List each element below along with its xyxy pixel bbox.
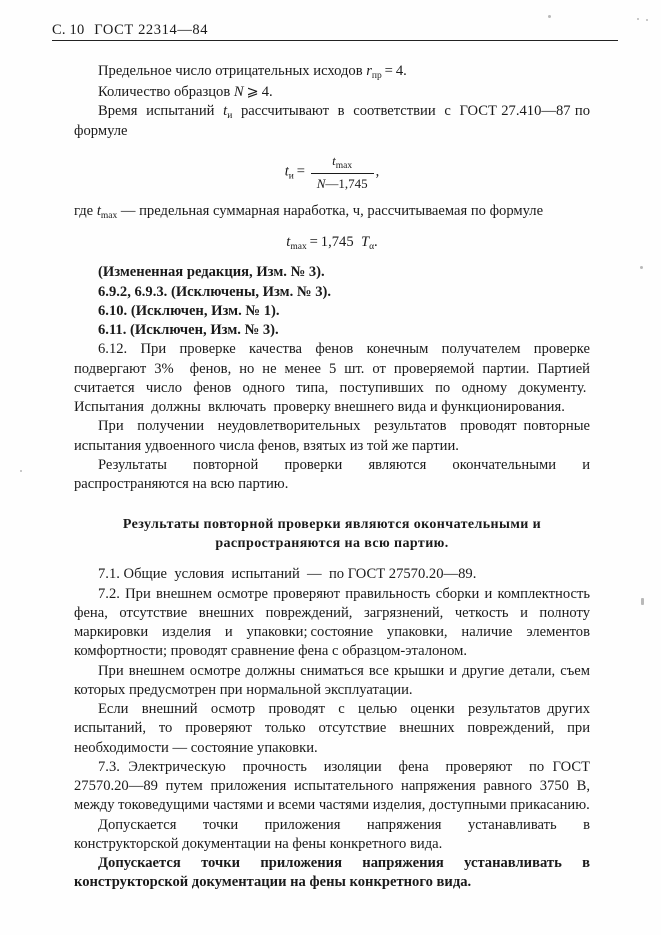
paragraph: При внешнем осмотре должны сниматься все крышки и другие детали, съем которых предусмотрен при нормальной эксплуатации. (74, 662, 590, 698)
scan-speck (20, 470, 22, 472)
paragraph: 7.3. Электрическую прочность изоляции фена проверяют по ГОСТ 27570.20—89 путем приложения испытательного напряжения равного 3750 В, между токоведущими частями и всеми частями изделия, доступными прикасанию. (74, 758, 590, 814)
paragraph: где $t_{max}$ — предельная суммарная наработка, ч, рассчитываемая по формуле (74, 203, 544, 222)
paragraph-amendment: Допускается точки приложения напряжения устанавливать в конструкторской документации на фены конкретного вида. (74, 855, 590, 891)
paragraph: 6.12. При проверке качества фенов конечным получателем проверке подвергают 3% фенов, но не менее 5 шт. от проверяемой партии. Партией считается число фенов одного типа, поступивших по одному документу. Испытания должны включать проверку внешнего вида и функционирования. (74, 341, 590, 416)
scan-speck (640, 266, 643, 269)
paragraph: Время испытаний $t_и$ рассчитывают в соответствии с ГОСТ 27.410—87 по формуле (74, 102, 591, 140)
paragraph: Количество образцов N ⩾ 4. (98, 83, 273, 100)
page-header (52, 22, 612, 39)
document-body (74, 62, 590, 893)
section-heading: Результаты повторной проверки являются окончательными и распространяются на всю партию. (122, 517, 542, 551)
page-number: С. 10 (52, 22, 85, 38)
paragraph: Допускается точки приложения напряжения устанавливать в конструкторской документации на фены конкретного вида. (74, 816, 590, 852)
paragraph-amendment: 6.9.2, 6.9.3. (Исключены, Изм. № 3). (98, 283, 332, 300)
paragraph-amendment: 6.11. (Исключен, Изм. № 3). (98, 322, 279, 339)
paragraph: 7.2. При внешнем осмотре проверяют правильность сборки и комплектность фена, отсутствие внешних повреждений, загрязнений, четкость и полноту маркировки изделия и упаковки; состояние упаковки, наличие элементов комфортности; проводят сравнение фена с образцом-эталоном. (74, 585, 590, 660)
formula-tmax: $t_{max} = 1,745$ $T_\alpha$. (286, 233, 378, 252)
header-rule (52, 40, 618, 41)
scan-speck (641, 598, 644, 605)
paragraph-amendment: 6.10. (Исключен, Изм. № 1). (98, 302, 280, 319)
paragraph: 7.1. Общие условия испытаний — по ГОСТ 27570.20—89. (98, 566, 477, 583)
paragraph-amendment: (Измененная редакция, Изм. № 3). (98, 264, 325, 281)
paragraph: Результаты повторной проверки являются окончательными и распространяются на всю партию. (74, 456, 590, 493)
formula-tn: $t_и$ = $\frac{t_{max}}{N—1,745}$ , (284, 152, 380, 192)
paragraph: При получении неудовлетворительных результатов проводят повторные испытания удвоенного числа фенов, взятых из той же партии. (74, 418, 590, 454)
paragraph: Предельное число отрицательных исходов $r_{пр} = 4$. (98, 63, 407, 82)
scan-speck (548, 15, 551, 18)
standard-number: ГОСТ 22314—84 (94, 22, 209, 38)
scan-speck (637, 18, 639, 20)
paragraph: Если внешний осмотр проводят с целью оценки результатов других испытаний, то проверяют только отсутствие внешних повреждений, при необходимости — состояние упаковки. (74, 701, 590, 756)
scan-speck (646, 19, 648, 21)
